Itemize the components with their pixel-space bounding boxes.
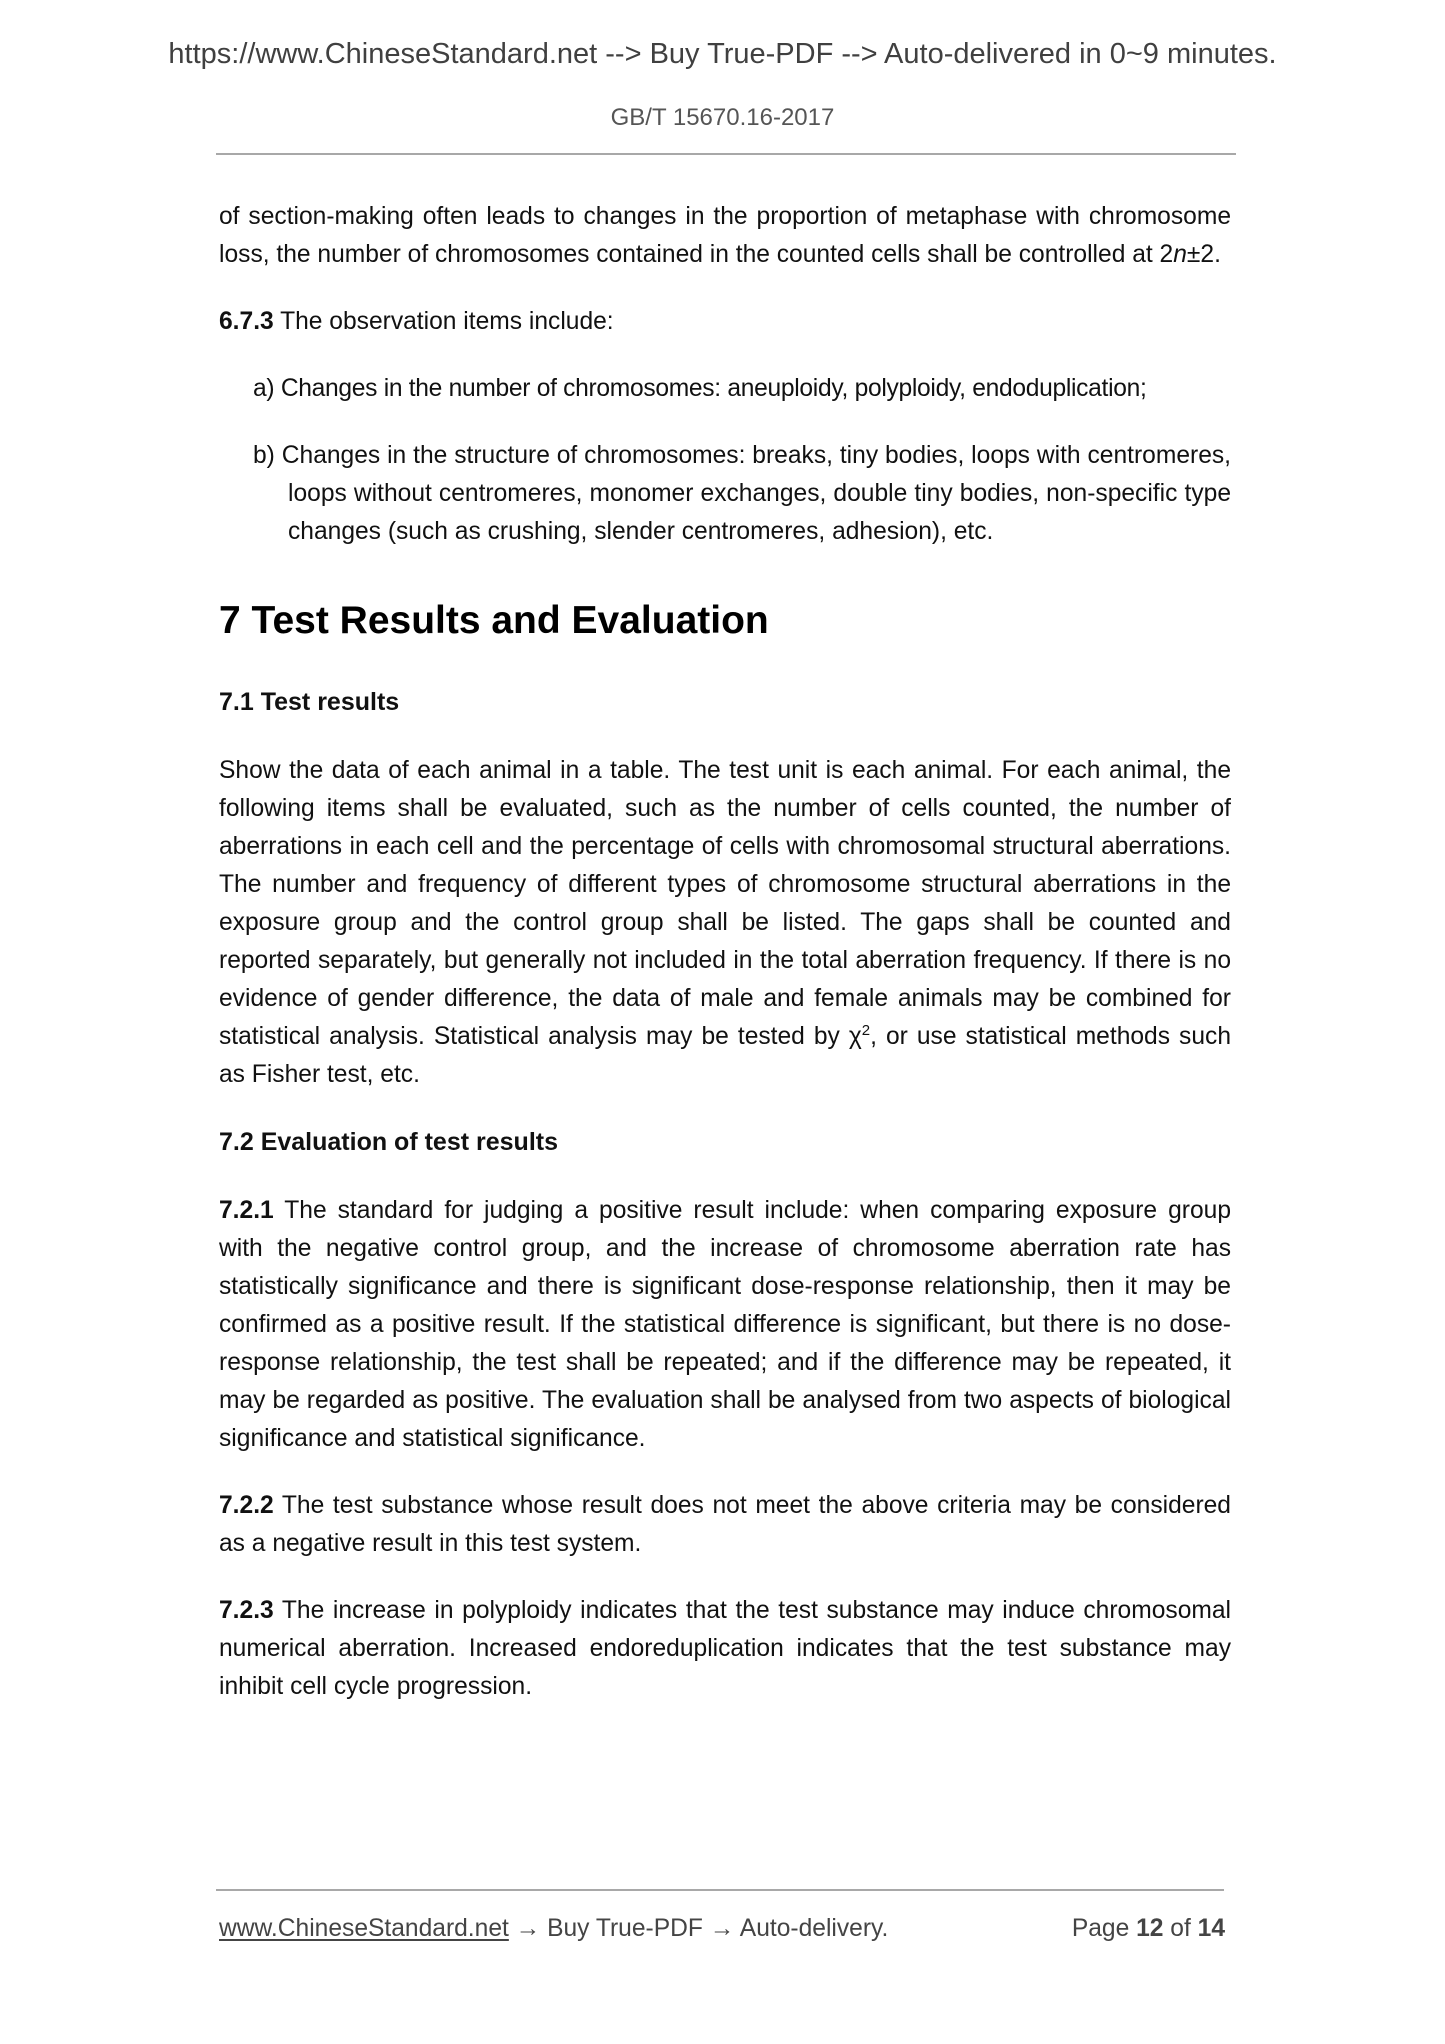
list-item-a (253, 370, 1231, 408)
clause-text: The observation items include: (273, 308, 614, 335)
intro-paragraph (219, 198, 1231, 274)
page-current: 12 (1136, 1915, 1164, 1942)
clause-7-2-3 (219, 1592, 1231, 1706)
paragraph-text-end: , or use statistical methods such as Fisher test, etc. (219, 1023, 1231, 1088)
footer-tagline: → Buy True-PDF → Auto-delivery. (508, 1915, 889, 1942)
list-item-b (253, 437, 1231, 551)
list-marker: a) (253, 375, 281, 402)
page-content (219, 198, 1231, 1735)
clause-7-2-1 (219, 1192, 1231, 1458)
clause-text: The test substance whose result does not meet the above criteria may be considered as a negative result in this test system. (219, 1492, 1231, 1557)
footer-divider (216, 1889, 1224, 1891)
superscript: 2 (861, 1022, 871, 1039)
paragraph-text: Show the data of each animal in a table. The test unit is each animal. For each animal, the following items shall be evaluated, such as the number of cells counted, the number of aberrations in each cell and the percentage of cells with chromosomal structural aberrations. The number and frequency of different types of chromosome structural aberrations in the exposure group and the control group shall be listed. The gaps shall be counted and reported separately, but generally not included in the total aberration frequency. If there is no evidence of gender difference, the data of male and female animals may be combined for statistical analysis. Statistical analysis may be tested by χ (219, 757, 1231, 1050)
intro-text: of section-making often leads to changes in the proportion of metaphase with chromosome loss, the number of chromosomes contained in the counted cells shall be controlled at 2 (219, 203, 1231, 268)
list-text: Changes in the structure of chromosomes: breaks, tiny bodies, loops with centromeres, loops without centromeres, monomer exchanges, double tiny bodies, non-specific type changes (such as crushing, slender centromeres, adhesion), etc. (281, 442, 1231, 545)
list-text: Changes in the number of chromosomes: aneuploidy, polyploidy, endoduplication; (280, 375, 1147, 402)
section-7-1-heading: 7.1 Test results (219, 688, 400, 716)
clause-number: 6.7.3 (219, 308, 274, 335)
list-marker: b) (253, 442, 282, 469)
top-banner: https://www.ChineseStandard.net --> Buy True-PDF --> Auto-delivered in 0~9 minutes. (168, 38, 1277, 70)
clause-7-2-2 (219, 1487, 1231, 1563)
clause-number: 7.2.1 (219, 1197, 274, 1224)
page-number (1072, 1915, 1225, 1943)
section-7-2-heading: 7.2 Evaluation of test results (219, 1128, 558, 1156)
clause-number: 7.2.3 (219, 1597, 274, 1624)
page-total: 14 (1197, 1915, 1225, 1942)
intro-italic-n: n (1173, 241, 1187, 268)
section-7-1-paragraph (219, 752, 1231, 1094)
document-code: GB/T 15670.16-2017 (610, 104, 835, 131)
clause-text: The increase in polyploidy indicates that the test substance may induce chromosomal numerical aberration. Increased endoreduplication indicates that the test substance may inhibit cell cycle progression. (219, 1597, 1231, 1700)
clause-text: The standard for judging a positive result include: when comparing exposure group with the negative control group, and the increase of chromosome aberration rate has statistically significance and there is significant dose-response relationship, then it may be confirmed as a positive result. If the statistical difference is significant, but there is no dose-response relationship, the test shall be repeated; and if the difference may be repeated, it may be regarded as positive. The evaluation shall be analysed from two aspects of biological significance and statistical significance. (219, 1197, 1231, 1452)
page-footer (219, 1915, 1225, 1943)
header-divider (216, 153, 1236, 155)
clause-6-7-3 (219, 303, 1231, 341)
page-label: Page (1071, 1915, 1137, 1942)
section-7-heading: 7 Test Results and Evaluation (219, 599, 769, 642)
intro-text-end: ±2. (1186, 241, 1221, 268)
clause-number: 7.2.2 (219, 1492, 274, 1519)
page-of: of (1163, 1915, 1198, 1942)
footer-website-link[interactable]: www.ChineseStandard.net (219, 1915, 509, 1942)
